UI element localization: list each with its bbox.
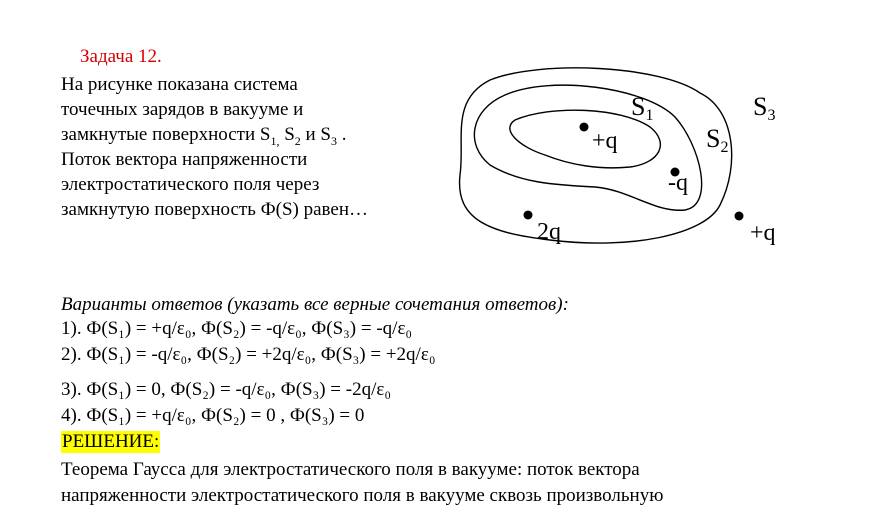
solution-text-line-1: Теорема Гаусса для электростатического поля в вакууме: поток вектора <box>61 459 640 480</box>
solution-text-line-2: напряженности электростатического поля в вакууме сквозь произвольную <box>61 485 664 506</box>
answer-option-4: 4). Ф(S₁) = +q/ε₀, Ф(S₂) = 0 , Ф(S₃) = 0 <box>61 405 365 426</box>
answers-heading: Варианты ответов (указать все верные сочетания ответов): <box>61 294 569 315</box>
task-title: Задача 12. <box>80 46 162 67</box>
task-line-5: электростатического поля через <box>61 174 320 195</box>
surface-post: . <box>337 124 347 145</box>
surface-s2-sub: 2 <box>294 133 301 148</box>
surface-mid: S <box>279 124 295 145</box>
task-line-4: Поток вектора напряженности <box>61 149 308 170</box>
task-line-2: точечных зарядов в вакууме и <box>61 99 304 120</box>
surface-s1-sub: 1, <box>270 133 280 148</box>
charge-plus-q-outer-dot <box>735 212 744 221</box>
surface-s3 <box>460 68 732 243</box>
charge-label-2q: 2q <box>537 219 561 245</box>
charge-2q-dot <box>524 211 533 220</box>
solution-label: РЕШЕНИЕ: <box>62 431 160 452</box>
label-s2: S2 <box>706 124 729 156</box>
task-line-6: замкнутую поверхность Ф(S) равен… <box>61 199 368 220</box>
answer-option-3: 3). Ф(S₁) = 0, Ф(S₂) = -q/ε₀, Ф(S₃) = -2q/ε₀ <box>61 379 391 400</box>
charge-plus-q-inner-dot <box>580 123 589 132</box>
surface-and: и S <box>300 124 332 145</box>
surface-s3-sub: 3 <box>331 133 338 148</box>
label-s3: S3 <box>753 92 776 124</box>
answer-option-1: 1). Ф(S₁) = +q/ε₀, Ф(S₂) = -q/ε₀, Ф(S₃) = -q/ε₀ <box>61 318 413 339</box>
surface-line-pre: замкнутые поверхности S <box>61 124 271 145</box>
charge-label-minus-q: -q <box>668 170 688 196</box>
surfaces-figure <box>430 55 830 265</box>
charge-label-plus-q-outer: +q <box>750 220 776 246</box>
answer-option-2: 2). Ф(S₁) = -q/ε₀, Ф(S₂) = +2q/ε₀, Ф(S₃) = +2q/ε₀ <box>61 344 436 365</box>
task-line-1: На рисунке показана система <box>61 74 298 95</box>
charge-label-plus-q-inner: +q <box>592 128 618 154</box>
label-s1: S1 <box>631 92 654 124</box>
